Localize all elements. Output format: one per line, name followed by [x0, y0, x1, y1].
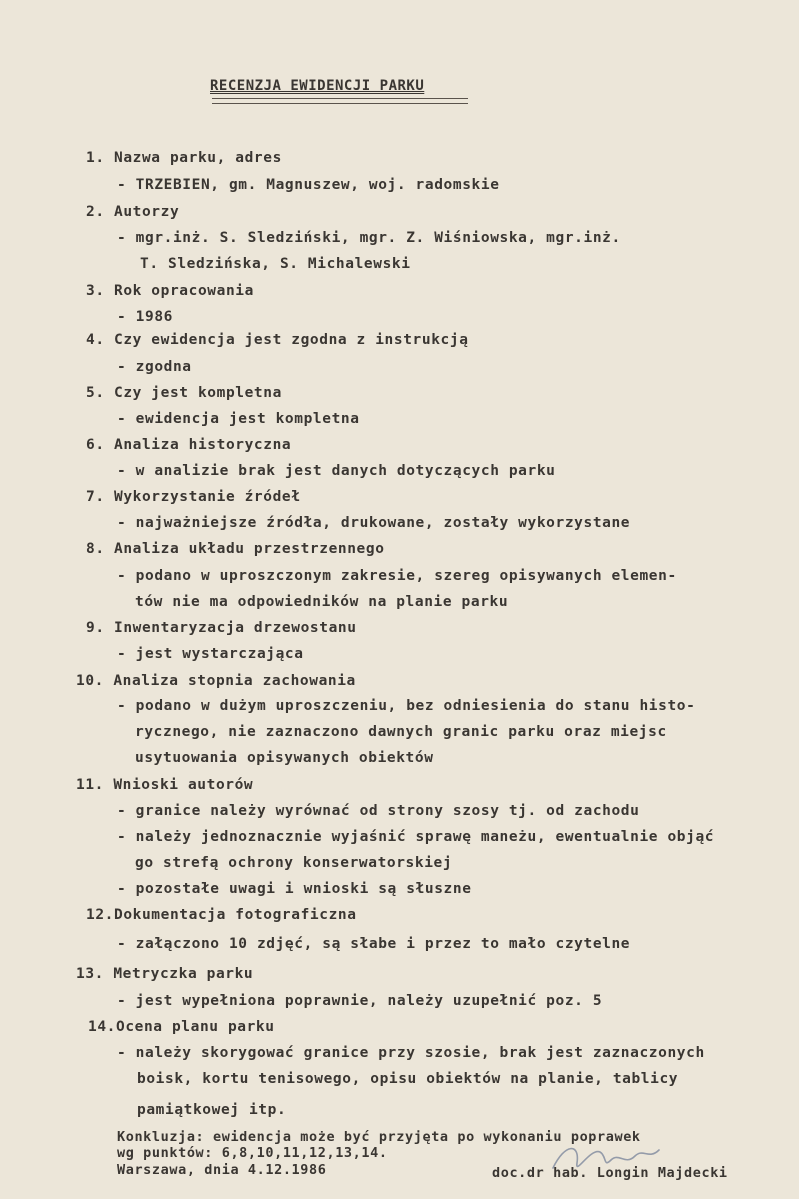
- item-1-heading: 1. Nazwa parku, adres: [86, 150, 282, 166]
- item-10-text: - podano w dużym uproszczeniu, bez odniesienia do stanu histo-: [117, 698, 696, 714]
- place-date: Warszawa, dnia 4.12.1986: [117, 1162, 327, 1178]
- conclusion-line-1: Konkluzja: ewidencja może być przyjęta po wykonaniu poprawek: [117, 1129, 641, 1145]
- item-13-heading: 13. Metryczka parku: [76, 966, 254, 982]
- item-4-heading: 4. Czy ewidencja jest zgodna z instrukcją: [86, 332, 469, 348]
- document-title: RECENZJA EWIDENCJI PARKU: [210, 78, 425, 94]
- item-4-text: - zgodna: [117, 359, 192, 375]
- item-11-heading: 11. Wnioski autorów: [76, 777, 254, 793]
- item-3-text: - 1986: [117, 309, 173, 325]
- item-10-heading: 10. Analiza stopnia zachowania: [76, 673, 356, 689]
- item-9-heading: 9. Inwentaryzacja drzewostanu: [86, 620, 357, 636]
- item-9-text: - jest wystarczająca: [117, 646, 304, 662]
- item-8-text: - podano w uproszczonym zakresie, szereg opisywanych elemen-: [117, 568, 677, 584]
- item-5-text: - ewidencja jest kompletna: [117, 411, 360, 427]
- item-8-heading: 8. Analiza układu przestrzennego: [86, 541, 385, 557]
- item-14-heading: 14.Ocena planu parku: [88, 1019, 275, 1035]
- item-13-text: - jest wypełniona poprawnie, należy uzupełnić poz. 5: [117, 993, 603, 1009]
- item-10-text-cont-1: rycznego, nie zaznaczono dawnych granic parku oraz miejsc: [135, 724, 667, 740]
- item-2-text: - mgr.inż. S. Sledziński, mgr. Z. Wiśniowska, mgr.inż.: [117, 230, 621, 246]
- item-10-text-cont-2: usytuowania opisywanych obiektów: [135, 750, 434, 766]
- item-7-text: - najważniejsze źródła, drukowane, zostały wykorzystane: [117, 515, 631, 531]
- conclusion-line-2: wg punktów: 6,8,10,11,12,13,14.: [117, 1145, 388, 1161]
- item-5-heading: 5. Czy jest kompletna: [86, 385, 282, 401]
- reviewer-name: doc.dr hab. Longin Majdecki: [492, 1165, 728, 1181]
- item-8-text-cont: tów nie ma odpowiedników na planie parku: [135, 594, 509, 610]
- item-11-text-1: - granice należy wyrównać od strony szosy tj. od zachodu: [117, 803, 640, 819]
- item-11-text-3: - pozostałe uwagi i wnioski są słuszne: [117, 881, 472, 897]
- item-7-heading: 7. Wykorzystanie źródeł: [86, 489, 301, 505]
- item-6-heading: 6. Analiza historyczna: [86, 437, 292, 453]
- title-double-underline: [212, 98, 468, 104]
- item-14-text-cont-1: boisk, kortu tenisowego, opisu obiektów na planie, tablicy: [137, 1071, 679, 1087]
- item-14-text-cont-2: pamiątkowej itp.: [137, 1102, 287, 1118]
- item-6-text: - w analizie brak jest danych dotyczących parku: [117, 463, 556, 479]
- item-14-text: - należy skorygować granice przy szosie, brak jest zaznaczonych: [117, 1045, 705, 1061]
- item-2-text-cont: T. Sledzińska, S. Michalewski: [140, 256, 411, 272]
- item-12-heading: 12.Dokumentacja fotograficzna: [86, 907, 357, 923]
- item-12-text: - załączono 10 zdjęć, są słabe i przez to mało czytelne: [117, 936, 631, 952]
- item-11-text-2-cont: go strefą ochrony konserwatorskiej: [135, 855, 453, 871]
- item-11-text-2: - należy jednoznacznie wyjaśnić sprawę maneżu, ewentualnie objąć: [117, 829, 715, 845]
- item-1-text: - TRZEBIEN, gm. Magnuszew, woj. radomskie: [117, 177, 500, 193]
- handwritten-signature-icon: [545, 1138, 665, 1178]
- item-3-heading: 3. Rok opracowania: [86, 283, 254, 299]
- item-2-heading: 2. Autorzy: [86, 204, 180, 220]
